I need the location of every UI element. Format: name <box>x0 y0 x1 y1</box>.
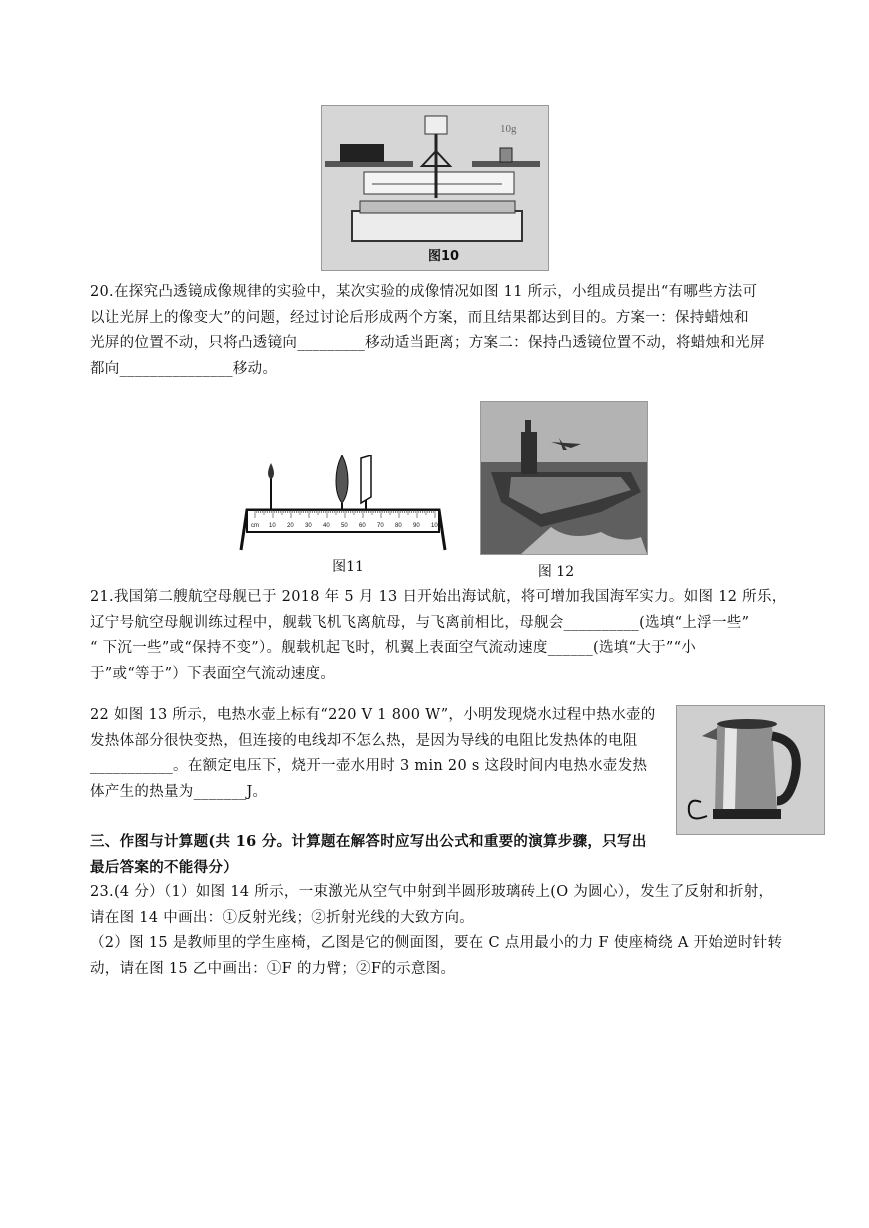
ruler-tick-label: 80 <box>395 523 402 529</box>
section-3-header <box>90 829 710 880</box>
ruler-tick-label: 20 <box>287 523 294 529</box>
question-20 <box>90 280 790 382</box>
question-21 <box>90 585 790 687</box>
ruler-tick-label: 50 <box>341 523 348 529</box>
ruler-tick-label: 100 <box>431 523 442 529</box>
ruler-tick-label: 40 <box>323 523 330 529</box>
section-3-line-2: 最后答案的不能得分） <box>90 858 238 876</box>
figure-11-caption: 图11 <box>332 559 364 575</box>
ruler-tick-label: 90 <box>413 523 420 529</box>
figure-11-optical-bench <box>233 455 453 555</box>
q22-line-3: ___________。在额定电压下，烧开一壶水用时 3 min 20 s 这段时间内电热水壶发热 <box>90 758 648 774</box>
q21-line-3: “ 下沉一些”或“保持不变”）。舰载机起飞时，机翼上表面空气流动速度______(选填“大于”“小 <box>90 640 697 656</box>
q23-line-1: 23.(4 分）（1）如图 14 所示，一束激光从空气中射到半圆形玻璃砖上(O 为圆心），发生了反射和折射， <box>90 884 774 900</box>
ruler-tick-label: cm <box>251 523 259 529</box>
ruler-tick-label: 70 <box>377 523 384 529</box>
q21-line-4: 于”或“等于”）下表面空气流动速度。 <box>90 665 336 682</box>
question-23 <box>90 880 800 982</box>
q20-line-4: 都向_______________移动。 <box>90 360 278 377</box>
figure-12-caption: 图 12 <box>537 564 575 580</box>
figure-12-carrier-image <box>480 401 648 555</box>
figure-10-caption: 图10 <box>428 249 460 264</box>
section-3-line-1: 三、作图与计算题(共 16 分。计算题在解答时应写出公式和重要的演算步骤，只写出 <box>90 833 647 850</box>
q21-line-1: 21.我国第二艘航空母舰已于 2018 年 5 月 13 日开始出海试航，将可增加我国海军实力。如图 12 所乐， <box>90 589 787 605</box>
q22-line-2: 发热体部分很快变热，但连接的电线却不怎么热，是因为导线的电阻比发热体的电阻 <box>90 732 638 749</box>
q23-line-3: （2）图 15 是教师里的学生座椅，乙图是它的侧面图，要在 C 点用最小的力 F 使座椅绕 A 开始逆时针转 <box>90 935 783 951</box>
balance-scale-illustration <box>322 106 548 270</box>
figure-10-balance-image <box>321 105 549 271</box>
figure-13-kettle-image <box>676 705 825 835</box>
question-22 <box>90 703 670 805</box>
q23-line-4: 动，请在图 15 乙中画出：①F 的力臂；②F的示意图。 <box>90 960 456 977</box>
weight-label: 10g <box>500 123 517 135</box>
q23-line-2: 请在图 14 中画出：①反射光线；②折射光线的大致方向。 <box>90 909 475 926</box>
q20-line-2: 以让光屏上的像变大”的问题，经过讨论后形成两个方案，而且结果都达到目的。方案一：保持蜡烛和 <box>90 309 749 326</box>
ruler-tick-label: 10 <box>269 523 276 529</box>
q20-line-3: 光屏的位置不动，只将凸透镜向_________移动适当距离；方案二：保持凸透镜位置不动，将蜡烛和光屏 <box>90 335 765 351</box>
ruler-tick-label: 30 <box>305 523 312 529</box>
q22-line-4: 体产生的热量为_______J。 <box>90 783 268 800</box>
q20-line-1: 20.在探究凸透镜成像规律的实验中，某次实验的成像情况如图 11 所示，小组成员提出“有哪些方法可 <box>90 284 758 300</box>
q22-line-1: 22 如图 13 所示，电热水壶上标有“220 V 1 800 W”，小明发现烧水过程中热水壶的 <box>90 707 656 723</box>
q21-line-2: 辽宁号航空母舰训练过程中，舰载飞机飞离航母，与飞离前相比，母舰会__________(选填“上浮一些” <box>90 614 750 631</box>
ruler-tick-label: 60 <box>359 523 366 529</box>
